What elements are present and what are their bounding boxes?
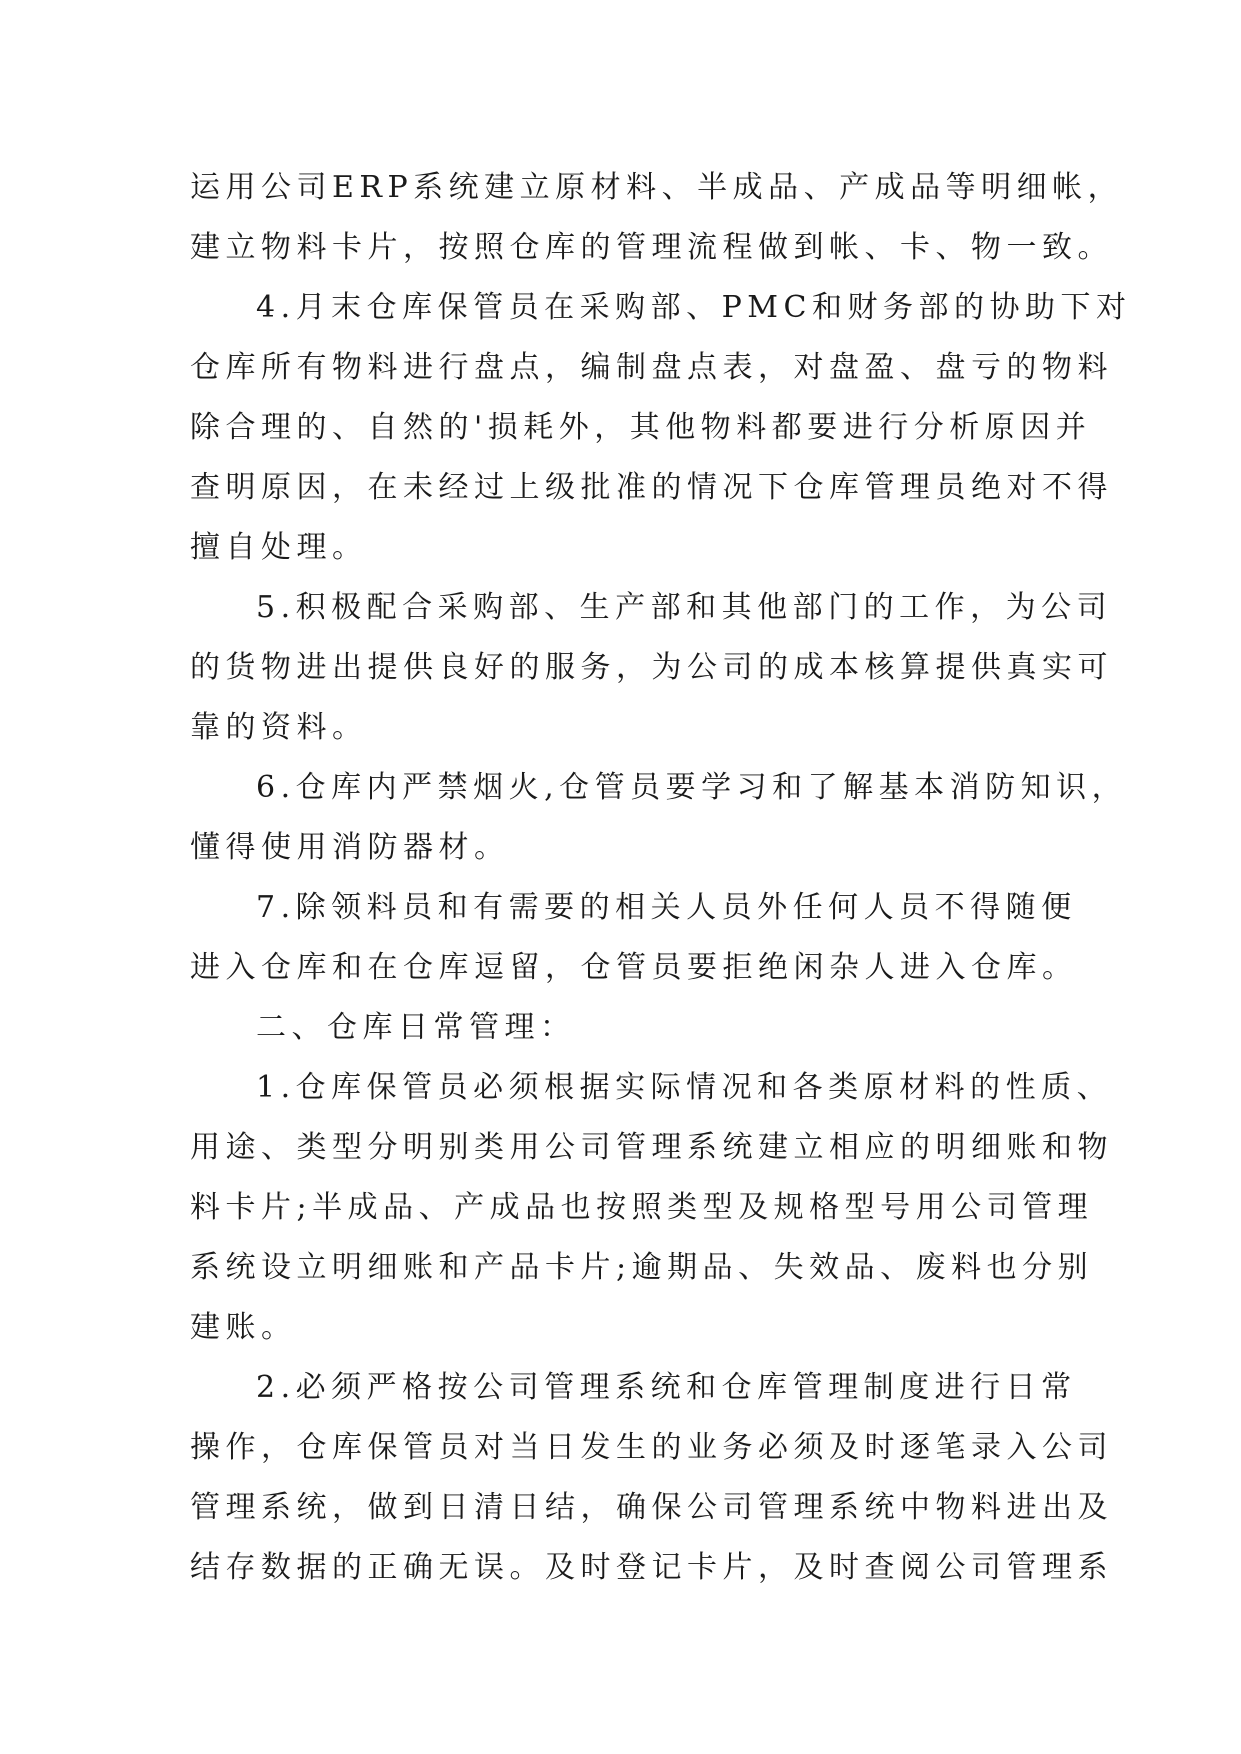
text-line: 建立物料卡片，按照仓库的管理流程做到帐、卡、物一致。 [190, 230, 1113, 265]
text-line: 2.必须严格按公司管理系统和仓库管理制度进行日常 [256, 1370, 1077, 1405]
text-line: 运用公司ERP系统建立原材料、半成品、产成品等明细帐， [190, 170, 1124, 205]
text-line: 5.积极配合采购部、生产部和其他部门的工作，为公司 [256, 590, 1113, 625]
text-line: 料卡片;半成品、产成品也按照类型及规格型号用公司管理 [190, 1190, 1094, 1225]
text-line: 懂得使用消防器材。 [190, 830, 510, 865]
text-line: 1.仓库保管员必须根据实际情况和各类原材料的性质、 [256, 1070, 1113, 1105]
text-line: 7.除领料员和有需要的相关人员外任何人员不得随便 [256, 890, 1077, 925]
text-line: 4.月末仓库保管员在采购部、PMC和财务部的协助下对 [256, 290, 1132, 325]
text-line: 靠的资料。 [190, 710, 368, 745]
text-line: 进入仓库和在仓库逗留，仓管员要拒绝闲杂人进入仓库。 [190, 950, 1078, 985]
text-line: 系统设立明细账和产品卡片;逾期品、失效品、废料也分别 [190, 1250, 1094, 1285]
text-line: 除合理的、自然的'损耗外，其他物料都要进行分析原因并 [190, 410, 1092, 445]
text-line: 建账。 [190, 1310, 297, 1345]
text-line: 管理系统，做到日清日结，确保公司管理系统中物料进出及 [190, 1490, 1113, 1525]
document-body [190, 158, 1132, 1598]
text-line: 查明原因，在未经过上级批准的情况下仓库管理员绝对不得 [190, 470, 1113, 505]
text-line: 擅自处理。 [190, 530, 368, 565]
text-line: 6.仓库内严禁烟火,仓管员要学习和了解基本消防知识， [256, 770, 1128, 805]
section-heading: 二、仓库日常管理： [256, 1010, 576, 1045]
text-line: 仓库所有物料进行盘点，编制盘点表，对盘盈、盘亏的物料 [190, 350, 1113, 385]
text-line: 结存数据的正确无误。及时登记卡片，及时查阅公司管理系 [190, 1550, 1113, 1585]
text-line: 的货物进出提供良好的服务，为公司的成本核算提供真实可 [190, 650, 1113, 685]
text-line: 用途、类型分明别类用公司管理系统建立相应的明细账和物 [190, 1130, 1113, 1165]
text-line: 操作，仓库保管员对当日发生的业务必须及时逐笔录入公司 [190, 1430, 1113, 1465]
